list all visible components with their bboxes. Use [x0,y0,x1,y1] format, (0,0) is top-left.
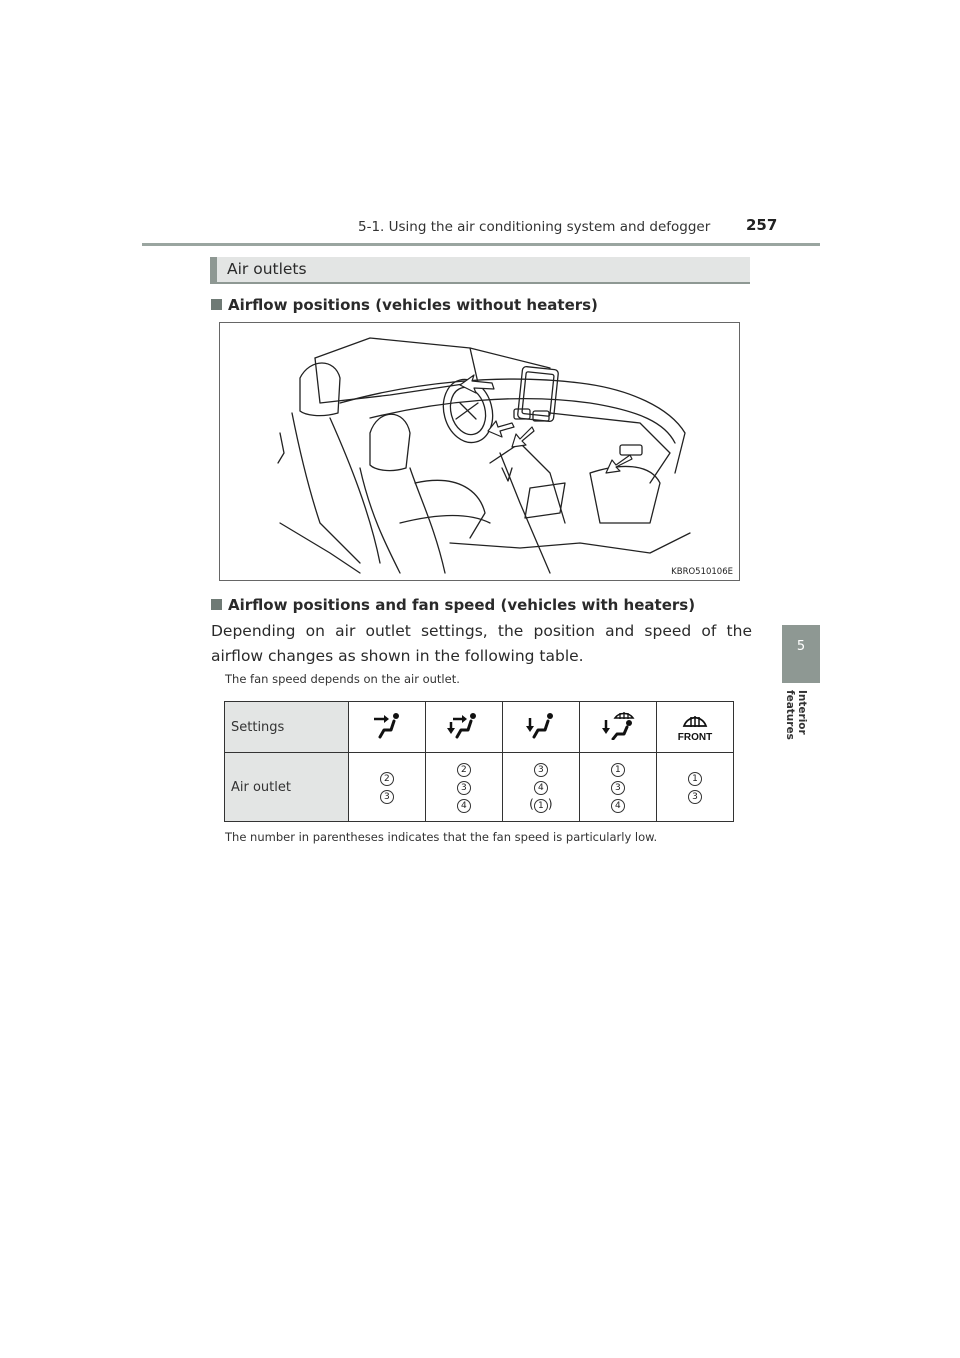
note-fan-speed: The fan speed depends on the air outlet. [225,672,460,686]
outlets-foot-defrost [579,753,656,822]
outlet-number: 3 [688,790,702,804]
outlet-number: 4 [457,799,471,813]
page-number: 257 [746,216,778,234]
setting-bilevel-cell [425,702,502,753]
body-paragraph: Depending on air outlet settings, the position and speed of the airflow changes as shown in the following table. [211,622,752,665]
section-title-bar [210,257,750,284]
interior-illustration [219,322,740,581]
subheading-without-heaters-text: Airflow positions (vehicles without heaters) [228,296,598,314]
outlet-number: 3 [457,781,471,795]
note-parentheses: The number in parentheses indicates that the fan speed is particularly low. [225,830,658,844]
subheading-with-heaters [211,596,695,614]
outlet-number: 2 [380,772,394,786]
outlet-number: 1 [611,763,625,777]
row-label-settings: Settings [225,702,349,753]
outlet-number-low-speed: 1 [534,799,548,813]
dashboard-line-drawing [220,323,739,580]
outlet-number: 3 [611,781,625,795]
row-label-air-outlet: Air outlet [225,753,349,822]
face-mode-icon [370,710,404,740]
running-header-title: 5-1. Using the air conditioning system and defogger [358,219,711,235]
outlets-bilevel [425,753,502,822]
outlets-front-defroster [656,753,733,822]
outlet-number: 1 [688,772,702,786]
airflow-table [224,701,734,822]
setting-face-cell [348,702,425,753]
figure-code: KBRO510106E [671,567,733,577]
bi-level-mode-icon [447,710,481,740]
setting-foot-defrost-cell [579,702,656,753]
chapter-tab-label: Interior features [784,690,808,740]
outlets-foot [502,753,579,822]
paren-close: ) [547,797,553,811]
front-defroster-icon [680,712,710,730]
outlet-number: 4 [534,781,548,795]
foot-mode-icon [524,710,558,740]
foot-defrost-mode-icon [599,710,637,740]
front-label: FRONT [677,731,713,743]
outlets-face [348,753,425,822]
subheading-with-heaters-text: Airflow positions and fan speed (vehicles with heaters) [228,596,696,614]
section-title: Air outlets [227,260,307,278]
setting-front-defroster-cell [656,702,733,753]
outlet-number: 3 [380,790,394,804]
outlet-number: 4 [611,799,625,813]
chapter-tab[interactable]: 5 [782,625,820,683]
paren-open: ( [529,797,534,811]
outlet-number: 2 [457,763,471,777]
square-bullet-icon [211,599,222,610]
outlet-number: 3 [534,763,548,777]
setting-foot-cell [502,702,579,753]
square-bullet-icon [211,299,222,310]
subheading-without-heaters [211,296,598,314]
header-divider [142,243,820,246]
